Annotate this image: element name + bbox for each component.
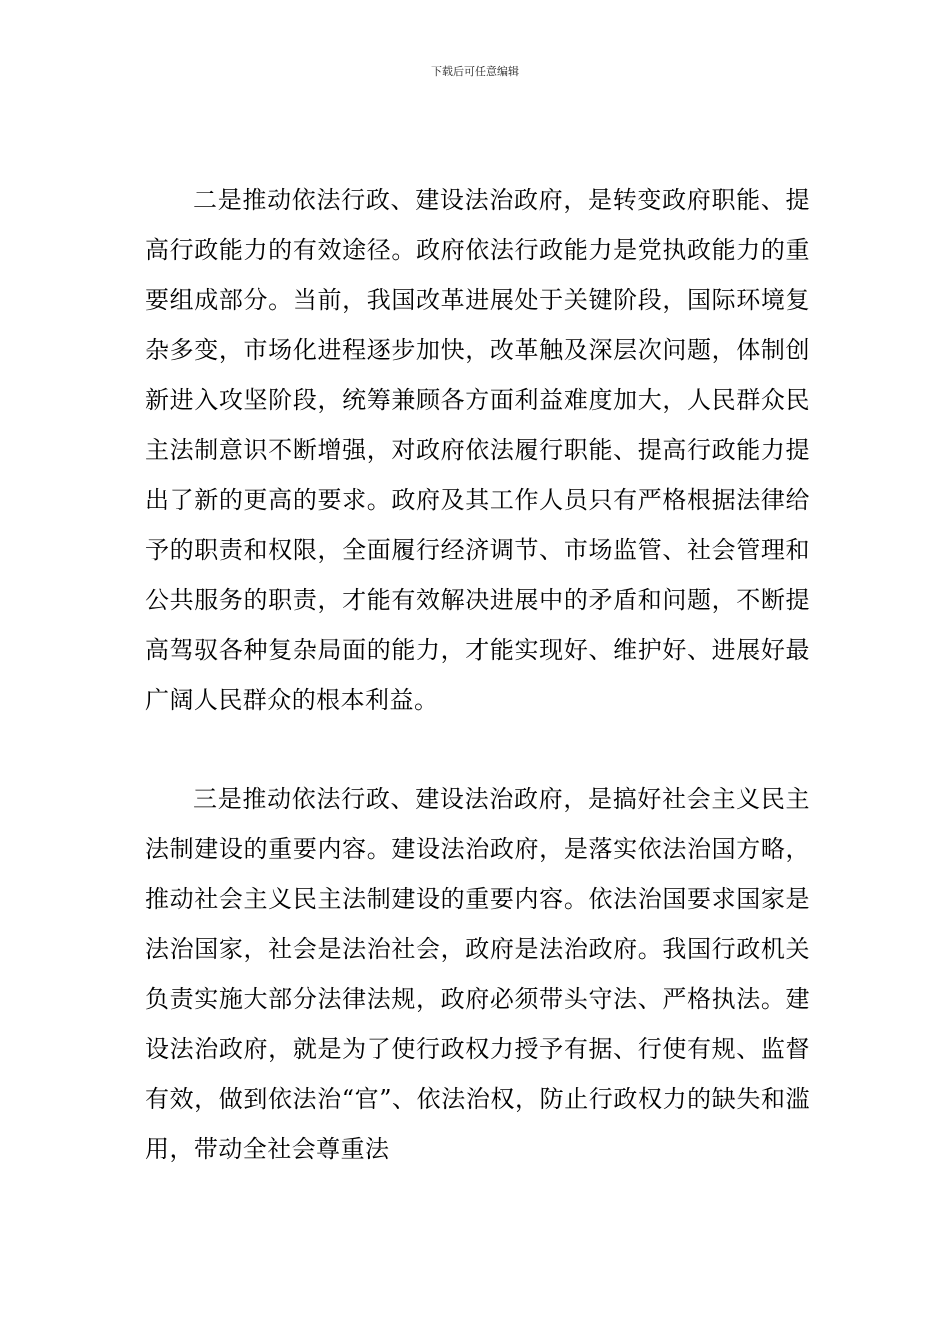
paragraph-3: 三是推动依法行政、建设法治政府，是搞好社会主义民主法制建设的重要内容。建设法治政府，是落实依法治国方略，推动社会主义民主法制建设的重要内容。依法治国要求国家是法治国家，社会是法治社会，政府是法治政府。我国行政机关负责实施大部分法律法规，政府必须带头守法、严格执法。建设法治政府，就是为了使行政权力授予有据、行使有规、监督有效，做到依法治“官”、依法治权，防止行政权力的缺失和滥用，带动全社会尊重法 xyxy=(145,785,810,1163)
paragraph-2: 二是推动依法行政、建设法治政府，是转变政府职能、提高行政能力的有效途径。政府依法行政能力是党执政能力的重要组成部分。当前，我国改革进展处于关键阶段，国际环境复杂多变，市场化进程逐步加快，改革触及深层次问题，体制创新进入攻坚阶段，统筹兼顾各方面利益难度加大，人民群众民主法制意识不断增强，对政府依法履行职能、提高行政能力提出了新的更高的要求。政府及其工作人员只有严格根据法律给予的职责和权限，全面履行经济调节、市场监管、社会管理和公共服务的职责，才能有效解决进展中的矛盾和问题，不断提高驾驭各种复杂局面的能力，才能实现好、维护好、进展好最广阔人民群众的根本利益。 xyxy=(145,186,810,714)
document-body xyxy=(145,175,810,1174)
header-note: 下载后可任意编辑 xyxy=(431,65,519,78)
